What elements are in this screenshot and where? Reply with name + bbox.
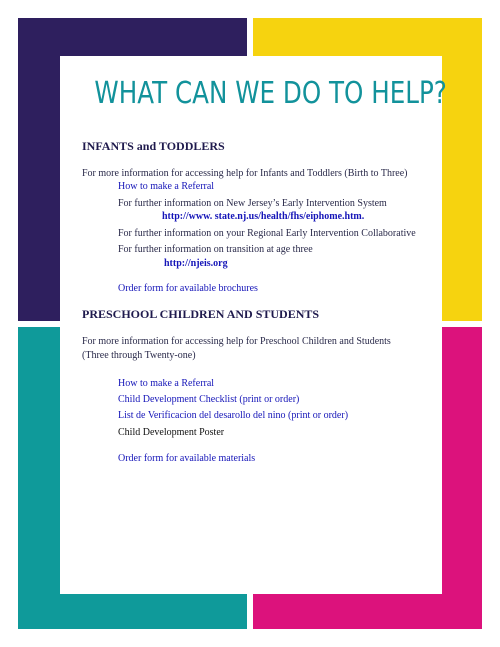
development-poster-text: Child Development Poster bbox=[118, 427, 225, 438]
infants-heading: INFANTS and TODDLERS bbox=[82, 139, 225, 153]
infants-referral-link[interactable]: How to make a Referral bbox=[118, 181, 215, 192]
brochures-order-link[interactable]: Order form for available brochures bbox=[118, 283, 258, 294]
preschool-heading: PRESCHOOL CHILDREN AND STUDENTS bbox=[82, 307, 320, 321]
materials-order-link[interactable]: Order form for available materials bbox=[118, 453, 256, 464]
lista-verificacion-link[interactable]: List de Verificacion del desarollo del nino (print or order) bbox=[118, 410, 349, 421]
ei-url-link[interactable]: http://www. state.nj.us/health/fhs/eiphome.htm. bbox=[162, 211, 365, 222]
preschool-referral-link[interactable]: How to make a Referral bbox=[118, 378, 215, 389]
checklist-link[interactable]: Child Development Checklist (print or order) bbox=[118, 394, 300, 405]
infants-intro: For more information for accessing help for Infants and Toddlers (Birth to Three) bbox=[82, 168, 408, 179]
content-panel bbox=[60, 56, 447, 594]
page-title: WHAT CAN WE DO TO HELP? bbox=[94, 76, 447, 111]
regional-collaborative-text: For further information on your Regional Early Intervention Collaborative bbox=[118, 228, 416, 239]
transition-text: For further information on transition at age three bbox=[118, 244, 313, 255]
ei-system-text: For further information on New Jersey’s Early Intervention System bbox=[118, 198, 387, 209]
preschool-intro-line2: (Three through Twenty-one) bbox=[82, 350, 196, 361]
njeis-url-link[interactable]: http://njeis.org bbox=[164, 258, 228, 269]
preschool-intro-line1: For more information for accessing help for Preschool Children and Students bbox=[82, 336, 391, 347]
